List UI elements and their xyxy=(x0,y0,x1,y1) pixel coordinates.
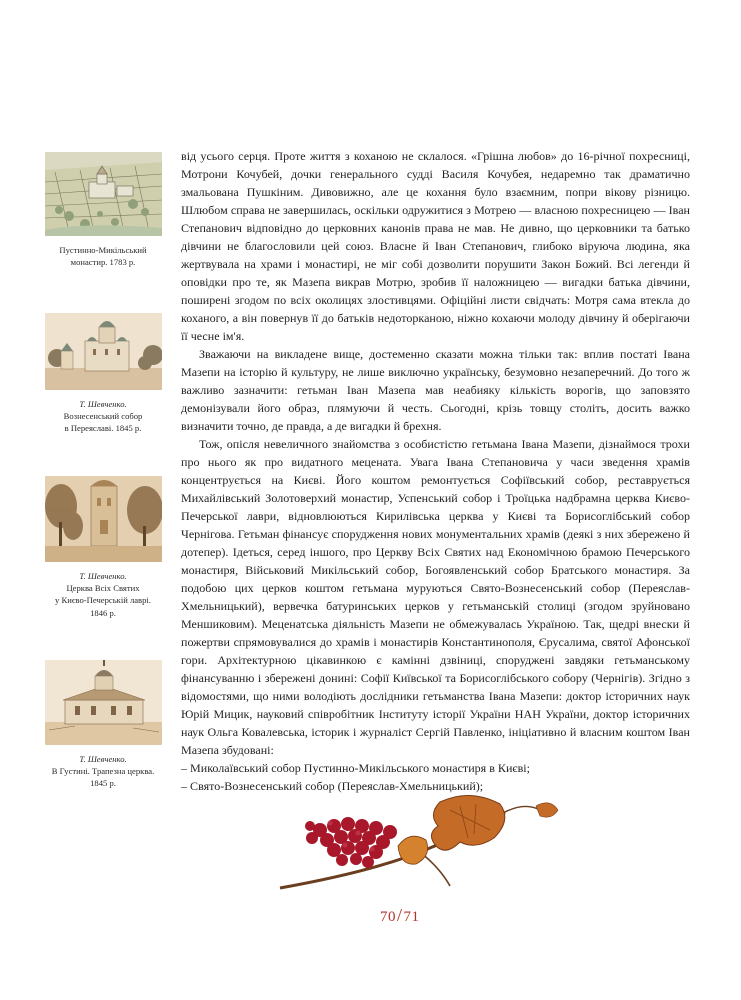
grapevine-ornament xyxy=(250,790,570,900)
page-number-right: 71 xyxy=(403,909,420,925)
caption-line: Вознесенський собор xyxy=(63,411,143,422)
figure-caption xyxy=(40,570,166,619)
caption-author: Т. Шевченко. xyxy=(79,399,127,409)
page-number xyxy=(380,905,460,926)
figure-pustynno-mykilskyi xyxy=(40,152,166,268)
caption-author: Т. Шевченко. xyxy=(79,571,127,581)
caption-line: В Густині. Трапезна церква. xyxy=(51,766,155,777)
church-sepia-image xyxy=(45,476,162,562)
page-number-left: 70 xyxy=(380,909,396,925)
caption-line: Пустинно-Микільський xyxy=(59,245,147,255)
monastery-engraving-image xyxy=(45,152,162,236)
refectory-church-image xyxy=(45,660,162,745)
paragraph-mazepa-love: від усього серця. Проте життя з коханою не склалося. «Грішна любов» до 16-річної похресниці, Мотрони Кочубей, дочки генерального судді Василя Кочубея, недаремно так драматично змальована Пушкіним. Дивовижно, але це кохання було взаємним, попри вікову різницю. Шлюбом справа не завершилась, оскільки одружитися з Мотрею — власною похресницею — Іван Степанович відповідно до церковних канонів права не мав. Не дивно, що церковники та батько дівчини не благословили цей союз. Власне й Іван Степанович, глибоко віруюча людина, яка жертвувала на храми і монастирі, не міг собі дозволити порушити Закон Божий. Всі легенди й оповідки про те, як Мазепа викрав Мотрю, зробив її наложницею — вигадки батька дівчини, поширені згодом по всіх околицях злостивцями. Офіційні листи свідчать: Мотря сама втекла до коханого, а він повернув її до батьків недоторканою, ніжно кохаючи молоду дівчину й оберігаючи її чесне ім'я. xyxy=(181,149,690,343)
caption-line: монастир. 1783 р. xyxy=(70,257,136,268)
caption-author: Т. Шевченко. xyxy=(79,754,127,764)
caption-line: в Переяславі. 1845 р. xyxy=(64,423,142,434)
caption-line: 1846 р. xyxy=(90,607,116,618)
paragraph-mazepa-influence: Зважаючи на викладене вище, достеменно сказати можна тільки так: вплив постаті Івана Мазепи на історію й культуру, не лише виключно українську, безумовно незаперечний. До того ж важливо зазначити: гетьман Іван Мазепа мав неабияку кількість ворогів, що заповзято демонізували його образ, плямуючи й честь. Сьогодні, крізь товщу століть, досить важко визначити точно, де правда, а де вигадки й брехня. xyxy=(181,347,690,433)
list-item: – Свято-Вознесенський собор (Переяслав-Хмельницький); xyxy=(181,779,484,793)
main-text-column xyxy=(181,147,690,795)
figure-tserkva-vsikh-sviatykh xyxy=(40,476,166,619)
caption-line: у Києво-Печерській лаврі. xyxy=(55,595,151,606)
caption-line: Церква Всіх Святих xyxy=(66,583,140,594)
cathedral-watercolor-image xyxy=(45,313,162,390)
caption-line: 1845 р. xyxy=(90,778,116,789)
figure-caption xyxy=(40,244,166,268)
figure-gustyn-trapezna xyxy=(40,660,166,790)
figure-voznesenskyi-sobor xyxy=(40,313,166,435)
paragraph-mazepa-patron: Тож, опісля невеличного знайомства з особистістю гетьмана Івана Мазепи, дізнаймося трохи про нього як про видатного мецената. Увага Івана Степановича у часи зведення храмів концентрується на Києві. Його коштом ремонтується Софіївський собор, реставрується Михайлівський Золотоверхий монастир, Успенський собор і Троїцька надбрамна церква Києво-Печерської лаври, відновлюються Кирилівська церква у Києві та Борисоглібський собор Чернігова. Гетьман фінансує спорудження нових монументальних храмів (деякі з них збережено й дотепер). Ідеться, серед іншого, про Церкву Всіх Святих над Економічною брамою Печерського монастиря, Військовий Микільський собор, Богоявленський собор Братського монастиря. За подобою цих церков коштом гетьмана муруються Свято-Вознесенський собор (Переяслав-Хмельницький), вервечка батуринських церков у гетьманській столиці (згодом зруйновано Меншиковим). Меценатська діяльність Мазепи не обмежувалась Україною. Так, щедрі внески й пожертви спрямовувалися до храмів і монастирів Константинополя, Єрусалима, святої Афонської гори. Архітектурною цікавинкою є камінні дзвіниці, споруджені завдяки гетьманському фінансуванню і збережені донині: Софії Київської та Борисоглібського собору (Чернігів). Згідно з відомостями, що ними володіють дослідники гетьманства Івана Мазепи: доктор історичних наук Юрій Мицик, науковий співробітник Інституту історії України НАН України, доктор історичних наук Ольга Ковалевська, історик і журналіст Сергій Павленко, ініціативно й власним коштом Іван Мазепа збудовані: xyxy=(181,437,690,757)
list-item: – Миколаївський собор Пустинно-Микільського монастиря в Києві; xyxy=(181,761,530,775)
figure-caption xyxy=(40,398,166,435)
page-number-separator: / xyxy=(397,905,403,925)
figure-caption xyxy=(40,753,166,790)
